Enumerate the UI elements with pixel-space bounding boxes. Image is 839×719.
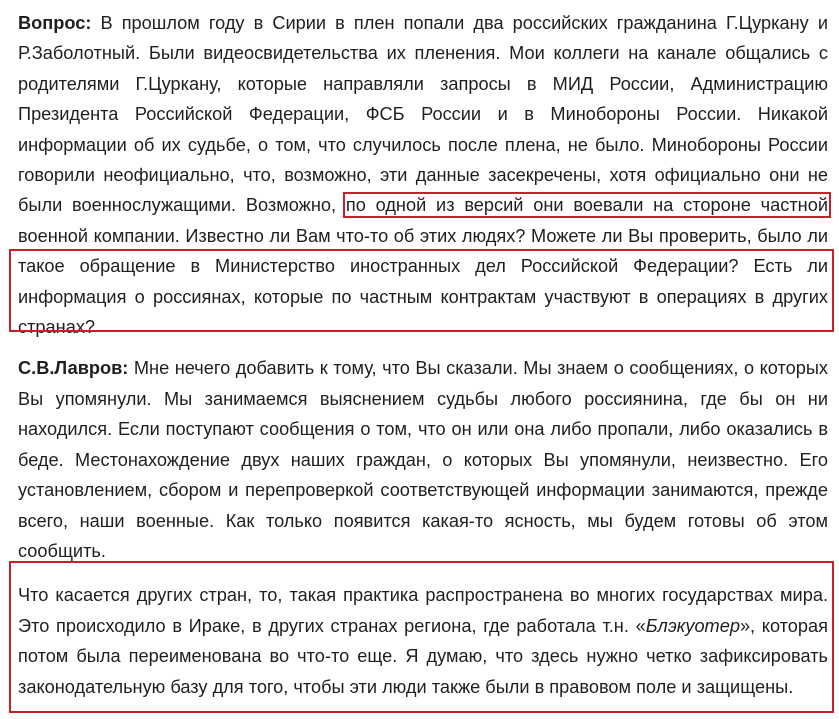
question-text-part-1: В прошлом году в Сирии в плен попали два российских гражданина Г.Цуркану и Р.Заболотный. Были видеосвидетельства их пленения. Мои коллеги на канале общались с родителями Г.Цуркану, которые направляли запросы в МИД России, Администрацию Президента Российской Федерации, ФСБ России и в Минобороны России. Никакой информации об их судьбе, о том, что случилось после плена, не было. Минобороны России говорили неофициально, что, возможно, эти данные засекречены, хотя официально они не были военнослужащими. Возможно, [18, 13, 828, 216]
question-speaker: Вопрос: [18, 13, 92, 33]
answer-cont-text-part-2: », которая потом была переименована во что-то еще. Я думаю, что здесь нужно четко зафиксировать законодательную базу для того, чтобы эти люди также были в правовом поле и защищены. [18, 615, 828, 697]
answer-text: Мне нечего добавить к тому, что Вы сказали. Мы знаем о сообщениях, о которых Вы упомянули. Мы занимаемся выяснением судьбы любого россиянина, где бы он ни находился. Если поступают сообщения о том, что он или она либо пропали, либо оказались в беде. Местонахождение двух наших граждан, о которых Вы упомянули, неизвестно. Его установлением, сбором и перепроверкой соответствующей информации занимаются, прежде всего, наши военные. Как только появится какая-то ясность, мы будем готовы об этом сообщить. [18, 358, 828, 561]
company-name: Блэкуотер [645, 615, 740, 636]
question-paragraph [18, 8, 828, 342]
transcript [18, 8, 828, 702]
answer-continuation-paragraph [18, 580, 828, 702]
answer-cont-text-part-1: Что касается других стран, то, такая практика распространена во многих государствах мира. Это происходило в Ираке, в других странах региона, где работала т.н. « [18, 585, 828, 636]
answer-paragraph [18, 353, 828, 566]
highlight-private-company-version: по одной из версий они воевали на стороне частной [345, 195, 828, 216]
answer-speaker: С.В.Лавров: [18, 358, 129, 379]
highlight-private-contracts-info: информация о россиянах, которые по частным контрактам участвуют в операциях в других странах? [18, 286, 828, 338]
question-text-part-2: военной компании. Известно ли Вам что-то об этих людях? Можете ли Вы проверить, было ли такое обращение в Министерство иностранных дел Российской Федерации? Есть ли [18, 225, 828, 277]
